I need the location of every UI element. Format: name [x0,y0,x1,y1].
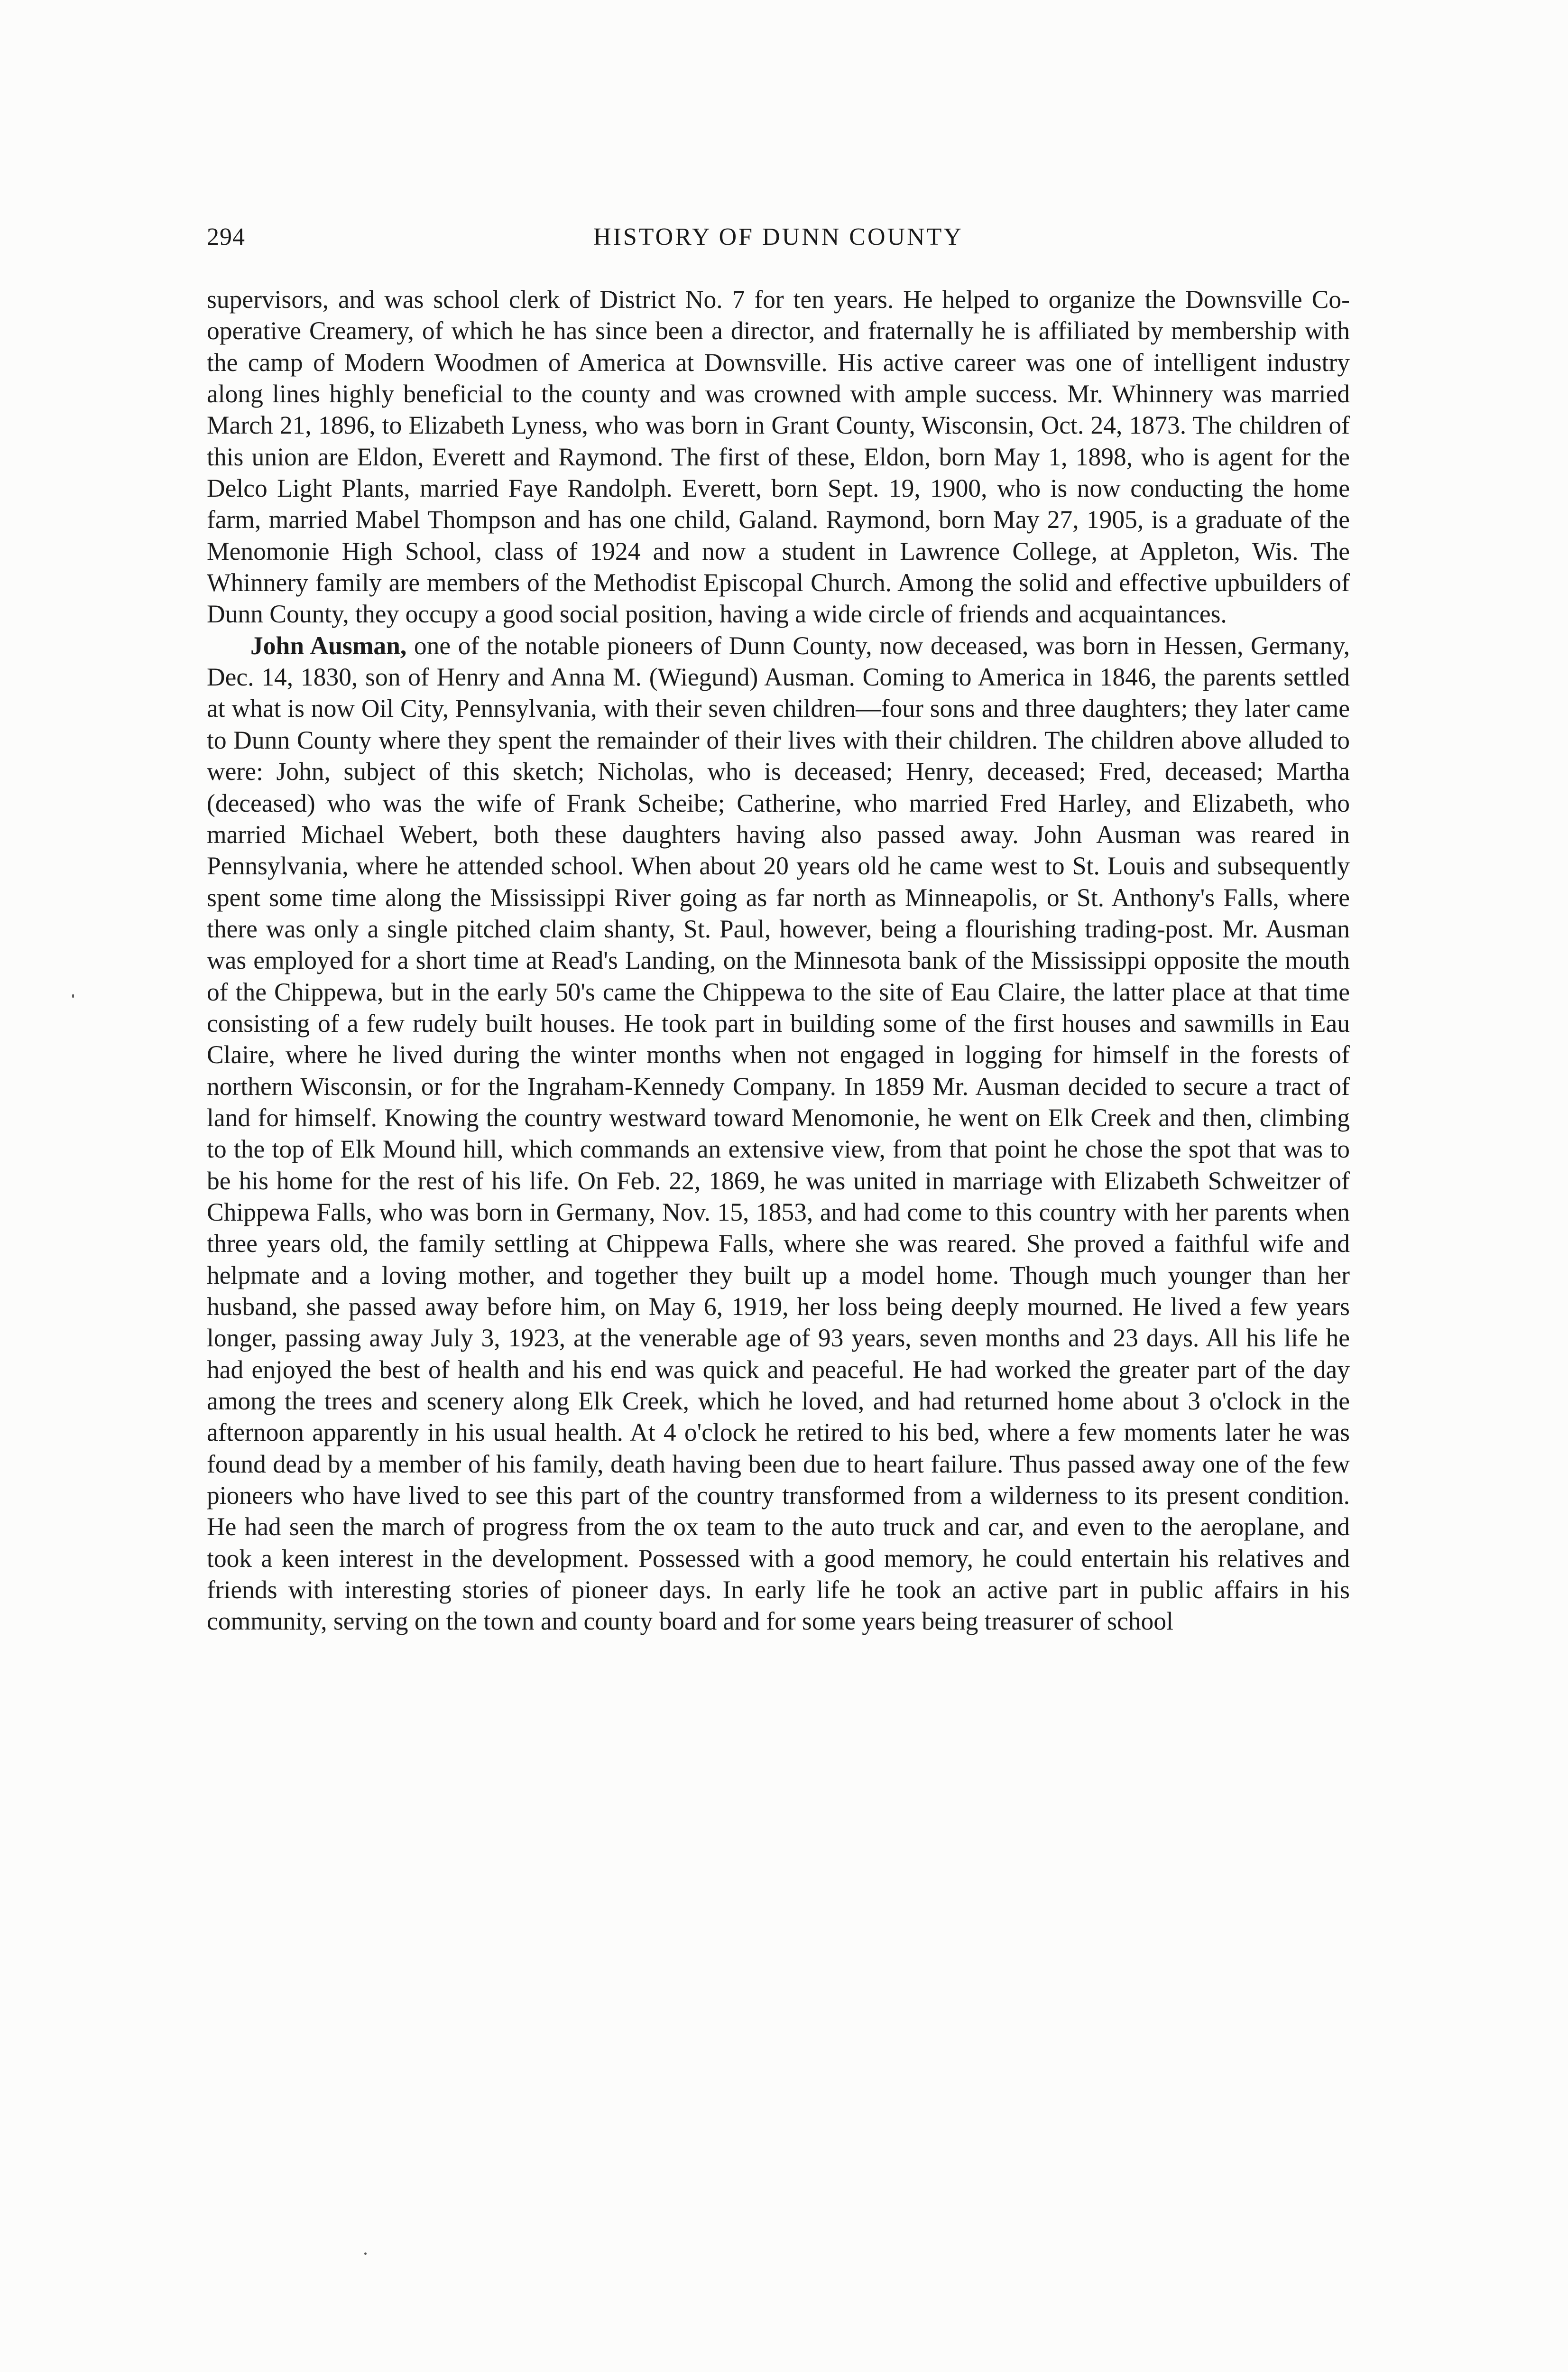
paragraph-text: supervisors, and was school clerk of District No. 7 for ten years. He helped to organize the Downsville Co-operative Creamery, of which he has since been a director, and fraternally he is affiliated by membership with the camp of Modern Woodmen of America at Downsville. His active career was one of intelligent industry along lines highly beneficial to the county and was crowned with ample success. Mr. Whinnery was married March 21, 1896, to Elizabeth Lyness, who was born in Grant County, Wisconsin, Oct. 24, 1873. The children of this union are Eldon, Everett and Raymond. The first of these, Eldon, born May 1, 1898, who is agent for the Delco Light Plants, married Faye Randolph. Everett, born Sept. 19, 1900, who is now conducting the home farm, married Mabel Thompson and has one child, Galand. Raymond, born May 27, 1905, is a graduate of the Menomonie High School, class of 1924 and now a student in Lawrence College, at Appleton, Wis. The Whinnery family are members of the Methodist Episcopal Church. Among the solid and effective upbuilders of Dunn County, they occupy a good social position, having a wide circle of friends and acquaintances. [207,285,1350,629]
paper-speck [72,994,74,998]
paragraph-ausman [207,630,1350,1637]
paragraph-whinnery [207,284,1350,630]
body-text [207,284,1350,1637]
paragraph-text: one of the notable pioneers of Dunn County, now deceased, was born in Hessen, Germany, Dec. 14, 1830, son of Henry and Anna M. (Wiegund) Ausman. Coming to America in 1846, the parents settled at what is now Oil City, Pennsylvania, with their seven children—four sons and three daughters; they later came to Dunn County where they spent the remainder of their lives with their children. The children above alluded to were: John, subject of this sketch; Nicholas, who is deceased; Henry, deceased; Fred, deceased; Martha (deceased) who was the wife of Frank Scheibe; Catherine, who married Fred Harley, and Elizabeth, who married Michael Webert, both these daughters having also passed away. John Ausman was reared in Pennsylvania, where he attended school. When about 20 years old he came west to St. Louis and subsequently spent some time along the Mississippi River going as far north as Minneapolis, or St. Anthony's Falls, where there was only a single pitched claim shanty, St. Paul, however, being a flourishing trading-post. Mr. Ausman was employed for a short time at Read's Landing, on the Minnesota bank of the Mississippi opposite the mouth of the Chippewa, but in the early 50's came the Chippewa to the site of Eau Claire, the latter place at that time consisting of a few rudely built houses. He took part in building some of the first houses and sawmills in Eau Claire, where he lived during the winter months when not engaged in logging for himself in the forests of northern Wisconsin, or for the Ingraham-Kennedy Company. In 1859 Mr. Ausman decided to secure a tract of land for himself. Knowing the country westward toward Menomonie, he went on Elk Creek and then, climbing to the top of Elk Mound hill, which commands an extensive view, from that point he chose the spot that was to be his home for the rest of his life. On Feb. 22, 1869, he was united in marriage with Elizabeth Schweitzer of Chippewa Falls, who was born in Germany, Nov. 15, 1853, and had come to this country with her parents when three years old, the family settling at Chippewa Falls, where she was reared. She proved a faithful wife and helpmate and a loving mother, and together they built up a model home. Though much younger than her husband, she passed away before him, on May 6, 1919, her loss being deeply mourned. He lived a few years longer, passing away July 3, 1923, at the venerable age of 93 years, seven months and 23 days. All his life he had enjoyed the best of health and his end was quick and peaceful. He had worked the greater part of the day among the trees and scenery along Elk Creek, which he loved, and had returned home about 3 o'clock in the afternoon apparently in his usual health. At 4 o'clock he retired to his bed, where a few moments later he was found dead by a member of his family, death having been due to heart failure. Thus passed away one of the few pioneers who have lived to see this part of the country transformed from a wilderness to its present condition. He had seen the march of progress from the ox team to the auto truck and car, and even to the aeroplane, and took a keen interest in the development. Possessed with a good memory, he could entertain his relatives and friends with interesting stories of pioneer days. In early life he took an active part in public affairs in his community, serving on the town and county board and for some years being treasurer of school [207,631,1350,1636]
person-name: John Ausman, [250,631,407,660]
paper-speck [364,2252,367,2255]
page-header [207,223,1350,256]
running-title: HISTORY OF DUNN COUNTY [593,223,963,250]
page-number: 294 [207,223,245,250]
